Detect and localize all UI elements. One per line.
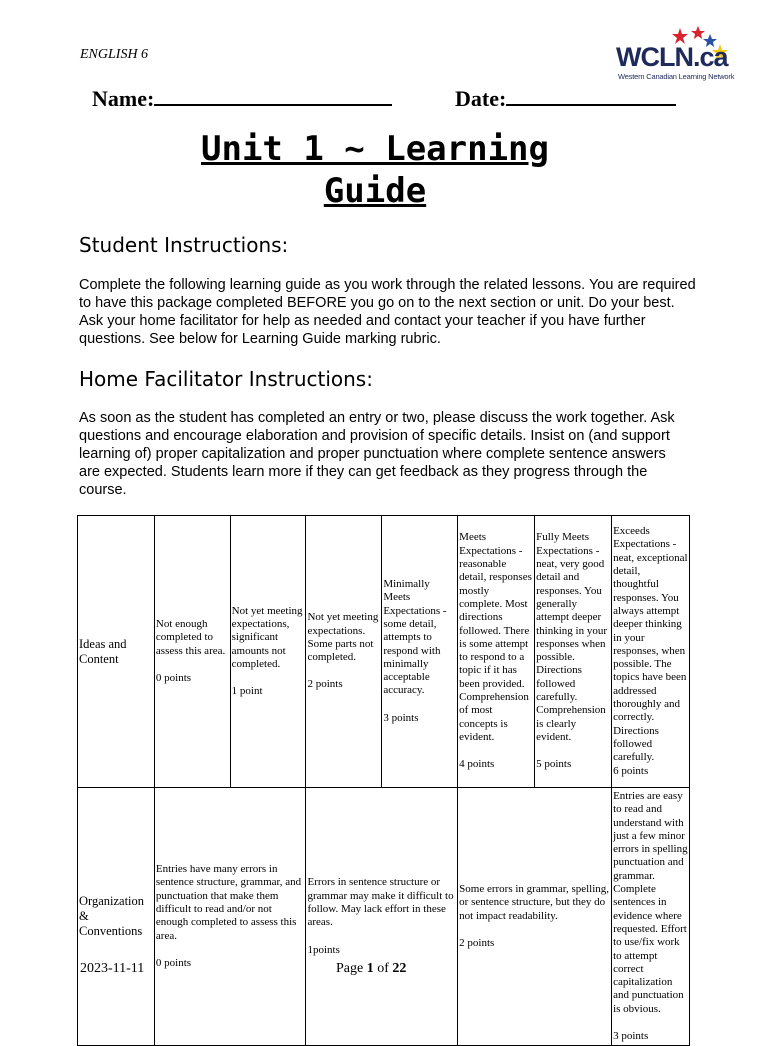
cell-points: 6 points [613,764,649,777]
rubric-cell [306,516,382,788]
page-title [150,128,600,212]
cell-text: Exceeds Expectations - neat, exceptional detail, thoughtful responses. You always attempt deeper thinking in your responses, when possible. The topics have been addressed thoroughly and correctly. Directions followed carefully. [613,525,688,764]
name-blank[interactable] [154,84,392,106]
row-label-ideas: Ideas and Content [78,516,155,788]
cell-points: 3 points [613,1030,649,1043]
cell-points: 5 points [536,758,572,771]
cell-points: 4 points [459,758,495,771]
cell-points: 0 points [155,956,192,969]
rubric-cell [154,516,230,788]
cell-text: Fully Meets Expectations - neat, very good detail and responses. You generally attempt deeper thinking in your responses when possible. Directions followed carefully. Comprehension is clearly evident. [536,531,608,743]
cell-points: 2 points [459,936,495,949]
rubric-cell [612,788,690,1046]
rubric-cell [458,788,612,1046]
rubric-cell [612,516,690,788]
cell-points: 1 point [231,685,263,698]
cell-text: Entries are easy to read and understand with just a few minor errors in spelling punctuation and grammar. Complete sentences in evidence where requested. Effort to use/fix work to attempt correct capitalization and punctuation is obvious. [613,790,688,1015]
cell-text: Errors in sentence structure or grammar may make it difficult to follow. May lack effort in these areas. [307,876,454,929]
rubric-cell [382,516,458,788]
name-label: Name: [92,86,155,111]
rubric-cell [306,788,458,1046]
rubric-cell [230,516,306,788]
rubric-row-ideas [78,516,690,788]
page-number [336,961,406,977]
cell-points: 0 points [155,671,192,684]
date-label: Date: [455,86,507,111]
cell-text: Not yet meeting expectations. Some parts not completed. [307,611,379,664]
rubric-cell [154,788,306,1046]
rubric-cell [535,516,612,788]
date-blank[interactable] [506,84,676,106]
page-sep: of [373,961,393,976]
rubric-row-organization [78,788,690,1046]
rubric-cell [458,516,535,788]
cell-text: Not enough completed to assess this area. [155,617,226,657]
title-line-1: Unit 1 ~ Learning [201,129,549,169]
cell-text: Not yet meeting expectations, significant amounts not completed. [231,604,303,670]
date-field[interactable] [455,84,676,112]
row-label-organization: Organization & Conventions [78,788,155,1046]
cell-points: 3 points [383,711,419,724]
cell-text: Meets Expectations - reasonable detail, responses mostly complete. Most directions followed. There is some attempt to respond to a topic if it has been provided. Comprehension of most concepts is evident. [459,531,532,743]
footer-date: 2023-11-11 [80,961,145,976]
page-current: 1 [366,961,374,976]
page-prefix: Page [336,961,367,976]
cell-text: Minimally Meets Expectations - some detail, attempts to respond with minimally acceptable accuracy. [383,578,447,697]
cell-points: 1points [307,943,340,956]
facilitator-instructions-heading: Home Facilitator Instructions: [79,367,373,391]
name-field[interactable] [92,84,392,112]
wcln-logo [614,26,734,86]
course-label: ENGLISH 6 [80,47,149,62]
logo-text: WCLN.ca [616,42,728,72]
student-instructions-heading: Student Instructions: [79,233,289,257]
cell-points: 2 points [307,678,343,691]
cell-text: Entries have many errors in sentence structure, grammar, and punctuation that make them difficult to read and/or not enough completed to assess this area. [155,863,302,942]
student-instructions-text: Complete the following learning guide as you work through the related lessons. You are required to have this package completed BEFORE you go on to the next section or unit. Do your best. Ask your home facilitator for help as needed and contact your teacher if you have further questions. See below for Learning Guide marking rubric. [79,277,696,347]
title-line-2: Guide [323,171,427,211]
cell-text: Some errors in grammar, spelling, or sentence structure, but they do not impact readability. [459,883,610,922]
facilitator-instructions-text: As soon as the student has completed an entry or two, please discuss the work together. Ask questions and encourage elaboration and provision of specific details. Insist on (and support learning of) proper capitalization and proper punctuation where complete sentence answers are expected. Students learn more if they can get feedback as they progress through the course. [79,410,675,498]
logo-tagline: Western Canadian Learning Network [618,72,735,81]
page-total: 22 [392,961,407,976]
